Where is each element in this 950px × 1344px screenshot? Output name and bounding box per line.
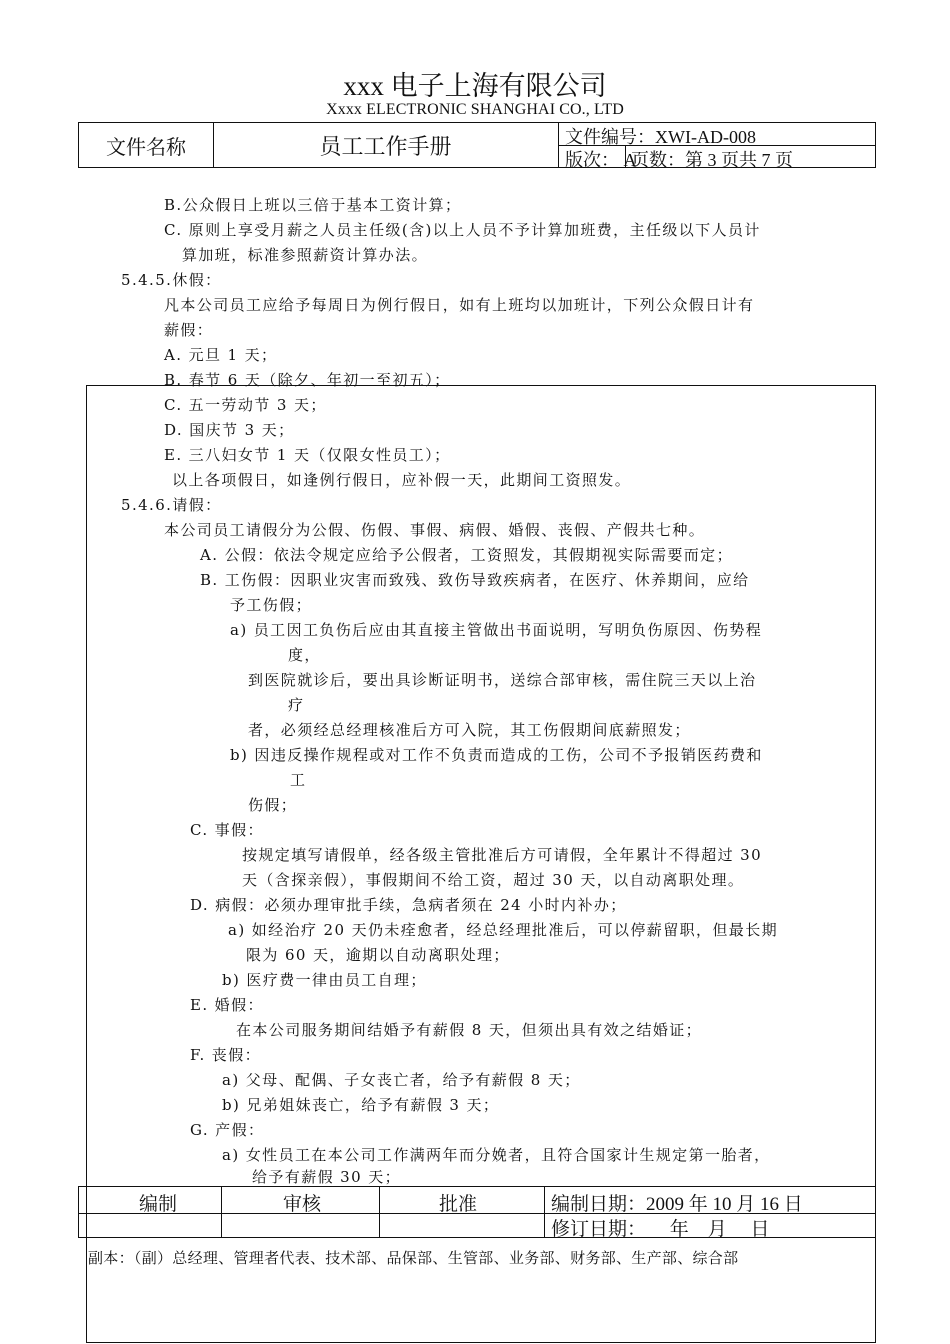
list-item: B. 春节 6 天（除夕、年初一至初五）； (164, 371, 451, 389)
list-item: E. 婚假： (190, 996, 264, 1014)
body-line: 天（含探亲假），事假期间不给工资，超过 30 天，以自动离职处理。 (242, 871, 745, 889)
list-item: a) 父母、配偶、子女丧亡者，给予有薪假 8 天； (222, 1071, 581, 1089)
doc-name-label: 文件名称 (79, 123, 214, 167)
body-line: 到医院就诊后，要出具诊断证明书，送综合部审核，需住院三天以上治 (248, 671, 757, 689)
section-heading: 5.4.5.休假： (121, 271, 222, 289)
doc-version: 版次： A (565, 150, 637, 170)
body-line: 者，必须经总经理核准后方可入院，其工伤假期间底薪照发； (248, 721, 691, 739)
list-item: C. 五一劳动节 3 天； (164, 396, 327, 414)
body-line: C. 原则上享受月薪之人员主任级(含)以上人员不予计算加班费，主任级以下人员计 (164, 221, 761, 239)
revised-date: 修订日期： 年 月 日 (551, 1219, 770, 1240)
list-item: F. 丧假： (190, 1046, 262, 1064)
body-line: 伤假； (248, 796, 298, 814)
list-item: a) 如经治疗 20 天仍未痊愈者，经总经理批准后，可以停薪留职，但最长期 (228, 921, 778, 939)
document-header-table (78, 122, 876, 168)
company-name-en: Xxxx ELECTRONIC SHANGHAI CO., LTD (326, 101, 624, 118)
doc-pages: 页数：第 3 页共 7 页 (631, 150, 793, 170)
doc-number: 文件编号：XWI-AD-008 (565, 127, 756, 147)
list-item: D. 国庆节 3 天； (164, 421, 295, 439)
body-line: 度， (288, 646, 321, 664)
body-line: 限为 60 天，逾期以自动离职处理； (246, 946, 510, 964)
body-line: B.公众假日上班以三倍于基本工资计算； (164, 196, 462, 214)
body-line: 予工伤假； (230, 596, 313, 614)
company-name-cn: xxx 电子上海有限公司 (343, 71, 607, 101)
doc-name: 员工工作手册 (213, 123, 559, 167)
list-item: G. 产假： (190, 1121, 265, 1139)
body-line: 凡本公司员工应给予每周日为例行假日，如有上班均以加班计，下列公众假日计有 (164, 296, 755, 314)
list-item: A. 元旦 1 天； (164, 346, 278, 364)
body-line: 本公司员工请假分为公假、伤假、事假、病假、婚假、丧假、产假共七种。 (164, 521, 706, 539)
list-item: A. 公假：依法令规定应给予公假者，工资照发，其假期视实际需要而定； (200, 546, 733, 564)
body-line: 工 (290, 771, 307, 789)
list-item: a) 女性员工在本公司工作满两年而分娩者，且符合国家计生规定第一胎者， (222, 1146, 771, 1164)
approved-by-label: 批准 (439, 1194, 478, 1215)
prepared-by-label: 编制 (139, 1194, 178, 1215)
copies-distribution: 副本：（副）总经理、管理者代表、技术部、品保部、生管部、业务部、财务部、生产部、综合部 (88, 1249, 739, 1267)
prepared-date: 编制日期：2009 年 10 月 16 日 (551, 1194, 803, 1215)
reviewed-by-label: 审核 (283, 1194, 322, 1215)
signature-table (78, 1186, 876, 1238)
body-line: 以上各项假日，如逢例行假日，应补假一天，此期间工资照发。 (172, 471, 632, 489)
body-line: 算加班，标准参照薪资计算办法。 (182, 246, 429, 264)
list-item: E. 三八妇女节 1 天（仅限女性员工）； (164, 446, 451, 464)
body-line: 给予有薪假 30 天； (252, 1168, 402, 1186)
list-item: b) 兄弟姐妹丧亡，给予有薪假 3 天； (222, 1096, 500, 1114)
body-line: 疗 (288, 696, 305, 714)
list-item: C. 事假： (190, 821, 264, 839)
list-item: D. 病假：必须办理审批手续，急病者须在 24 小时内补办； (190, 896, 627, 914)
section-heading: 5.4.6.请假： (121, 496, 222, 514)
body-line: 按规定填写请假单，经各级主管批准后方可请假，全年累计不得超过 30 (242, 846, 763, 864)
list-item: b) 医疗费一律由员工自理； (222, 971, 427, 989)
list-item: a) 员工因工负伤后应由其直接主管做出书面说明，写明负伤原因、伤势程 (230, 621, 763, 639)
list-item: B. 工伤假：因职业灾害而致残、致伤导致疾病者，在医疗、休养期间，应给 (200, 571, 750, 589)
body-line: 薪假： (164, 321, 214, 339)
list-item: b) 因违反操作规程或对工作不负责而造成的工伤，公司不予报销医药费和 (230, 746, 763, 764)
body-line: 在本公司服务期间结婚予有薪假 8 天，但须出具有效之结婚证； (236, 1021, 703, 1039)
